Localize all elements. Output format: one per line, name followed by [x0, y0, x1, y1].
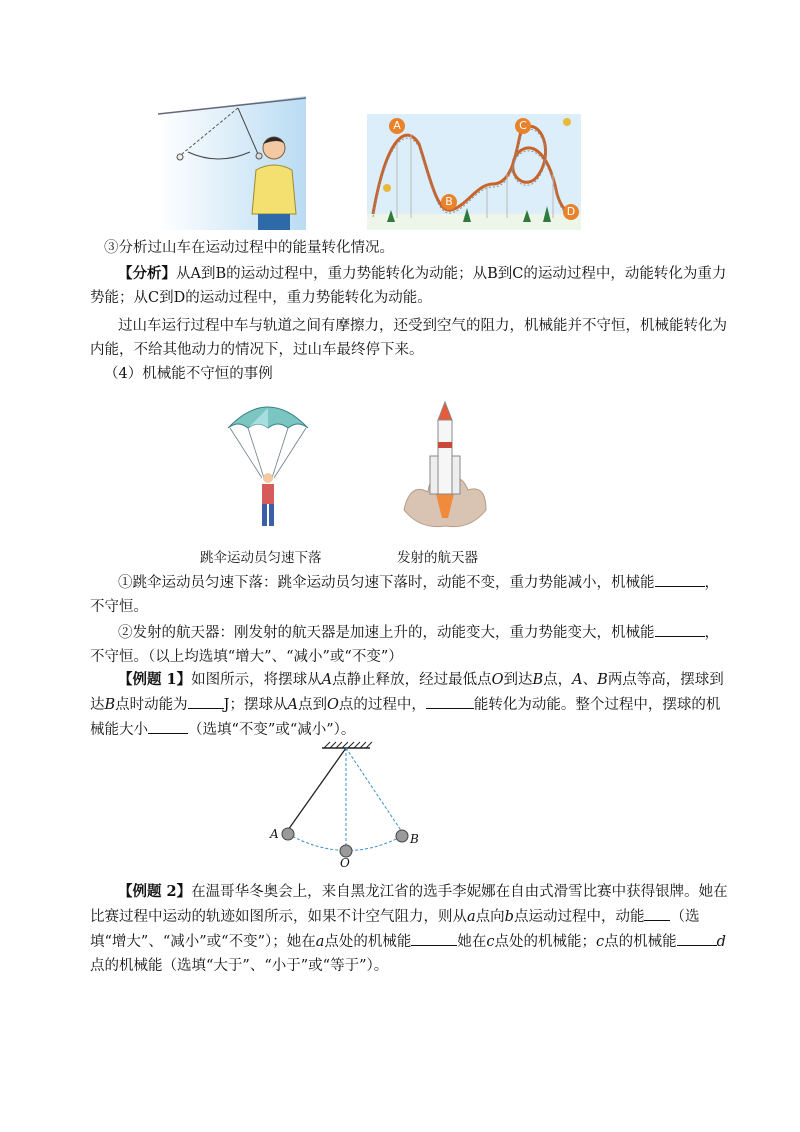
ex2-var-b: b — [504, 909, 514, 925]
pendulum-label-o: O — [340, 856, 350, 870]
coaster-label-c: C — [515, 118, 531, 134]
coaster-label-a: A — [389, 118, 405, 134]
ex1-t11: 能转化为动能。整个过程中，摆球的机械能大小 — [90, 697, 721, 738]
q1-text-after: ，不守恒。 — [90, 575, 719, 615]
ex1-var-a: A — [321, 672, 333, 688]
ex1-blank-energy-form[interactable] — [426, 692, 474, 709]
ex2-t8: 点的机械能 — [604, 934, 677, 950]
ex1-t1: 如图所示，将摆球从 — [191, 672, 322, 688]
ex2-t1: 在温哥华冬奥会上，来自黑龙江省的选手李妮娜在自由式滑雪比赛中获得银牌。她在比赛过程中运动的轨迹如图所示，如果不计空气阻力，则从 — [90, 884, 728, 925]
ex1-blank-mechanical[interactable] — [148, 717, 188, 734]
ex2-var-d: d — [716, 934, 726, 950]
ex1-t4: 点， — [543, 672, 573, 688]
q2-text-before: ②发射的航天器：刚发射的航天器是加速上升的，动能变大，重力势能变大，机械能 — [118, 625, 655, 641]
ex2-var-a: a — [467, 909, 476, 925]
ex1-var-b3: B — [104, 697, 116, 713]
ex2-var-c2: c — [596, 934, 605, 950]
ex1-var-o: O — [491, 672, 504, 688]
item-3-roller-coaster: ③分析过山车在运动过程中的能量转化情况。 — [104, 240, 394, 256]
ex2-blank-compare-ac[interactable] — [411, 929, 457, 946]
question-parachute — [90, 570, 730, 619]
example-1-tag: 【例题 1】 — [118, 671, 192, 688]
roller-coaster-illustration — [367, 114, 581, 230]
ex1-t8: J；摆球从 — [223, 697, 288, 713]
ex2-var-c: c — [486, 934, 495, 950]
ex1-t9: 点到 — [297, 697, 327, 713]
boy-pendulum-illustration — [158, 96, 306, 230]
analysis-text: 从A到B的运动过程中，重力势能转化为动能；从B到C的运动过程中，动能转化为重力势能；从C到D的运动过程中，重力势能转化为动能。 — [90, 266, 727, 306]
q2-text-after: ，不守恒。（以上均选填“增大”、“减小”或“不变”） — [90, 625, 719, 665]
ex2-blank-compare-cd[interactable] — [677, 929, 717, 946]
pendulum-label-a: A — [270, 827, 279, 841]
friction-paragraph: 过山车运行过程中车与轨道之间有摩擦力，还受到空气的阻力，机械能并不守恒，机械能转化为内能，不给其他动力的情况下，过山车最终停下来。 — [90, 318, 727, 358]
question-rocket — [90, 620, 730, 669]
q1-text-before: ①跳伞运动员匀速下落：跳伞运动员匀速下落时，动能不变，重力势能减小，机械能 — [118, 575, 655, 591]
section-4-heading: （4）机械能不守恒的事例 — [104, 366, 273, 382]
ex2-t4: （选填“增大”、“减小”或“不变”）；她在 — [90, 909, 700, 950]
example-2-tag: 【例题 2】 — [118, 883, 192, 900]
ex2-t6: 她在 — [457, 934, 487, 950]
ex2-blank-kinetic[interactable] — [644, 904, 670, 921]
parachutist-illustration — [226, 398, 310, 530]
pendulum-diagram — [262, 738, 428, 870]
rocket-illustration — [400, 398, 490, 530]
example-2-paragraph — [90, 880, 730, 978]
ex1-t3: 到达 — [503, 672, 533, 688]
ex2-t2: 点向 — [475, 909, 505, 925]
example-1-paragraph — [90, 668, 730, 742]
ex2-t3: 点运动过程中，动能 — [513, 909, 645, 925]
pendulum-label-b: B — [410, 832, 419, 846]
ex1-t2: 点静止释放，经过最低点 — [332, 672, 492, 688]
ex1-var-a2: A — [572, 672, 583, 688]
coaster-label-d: D — [563, 204, 579, 220]
ex1-t5: 、 — [582, 672, 598, 688]
analysis-tag: 【分析】 — [118, 265, 176, 282]
ex1-t12: （选填“不变”或“减小”）。 — [188, 722, 356, 738]
ex1-t7: 点时动能为 — [115, 697, 188, 713]
q2-answer-blank[interactable] — [655, 620, 705, 637]
ex2-t5: 点处的机械能 — [324, 934, 412, 950]
coaster-label-b: B — [441, 194, 457, 210]
caption-parachutist: 跳伞运动员匀速下落 — [200, 550, 322, 566]
ex1-t10: 点的过程中， — [338, 697, 426, 713]
ex2-t7: 点处的机械能； — [494, 934, 597, 950]
ex1-var-b2: B — [597, 672, 608, 688]
ex2-t9: 点的机械能（选填“大于”、“小于”或“等于”）。 — [90, 958, 389, 974]
ex1-var-b: B — [532, 672, 544, 688]
caption-rocket: 发射的航天器 — [397, 550, 478, 566]
ex2-var-a2: a — [315, 934, 325, 950]
ex1-var-a3: A — [287, 697, 298, 713]
q1-answer-blank[interactable] — [655, 570, 705, 587]
analysis-paragraph — [90, 262, 730, 310]
ex1-t6: 两点等高，摆球到达 — [90, 672, 724, 713]
ex1-blank-kinetic-energy[interactable] — [188, 692, 224, 709]
ex1-var-o2: O — [326, 697, 339, 713]
